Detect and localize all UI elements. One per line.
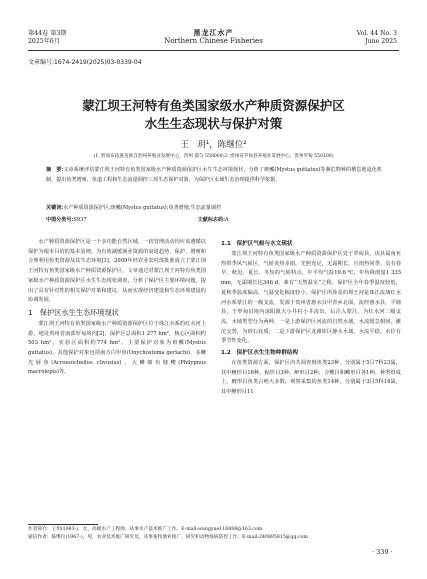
- authors: 王 玥¹，陈继位²: [180, 140, 247, 150]
- section-1-2-paragraph: 在鱼类资源方面，保护区内共调查到鱼类23种，分别属于5目7科23属，其中鲤形目16种，鲇形目3种，鲈形目2种，合鳃目和鳉形目各1种。种类组成上，鲤形目鱼类占绝大多数。观察采集的鱼类14种，分别属于3目5科14属，其中鲤形目11: [221, 360, 401, 396]
- keywords-label: 关键词:: [46, 205, 64, 211]
- clc-code: S937: [73, 217, 87, 223]
- clc-label: 中图分类号:: [46, 217, 74, 223]
- section-1-paragraph: 蒙江坝王河特有鱼类国家级水产种质资源保护区位于珠江水系的红水河上游，地处贵州省南部罗甸境内[2]，保护区总面积1 277 hm²，核心区面积约503 hm²，实验区面积约774 hm²。主要保护对象为斑鳠(Mystus guttatus)，其他保护对象包括南方白甲鱼(Onychostoma gerlachi)、多鳞光唇鱼(Acrossocheilus clivosius)、大鳞细齿塘鳢(Philypnus macrolepis)等。: [28, 320, 206, 376]
- paper-title: [0, 97, 427, 133]
- abstract: [46, 166, 382, 185]
- article-number: 文章编号:1674-2419(2025)03-0339-04: [28, 59, 142, 66]
- section-1-1-heading: 1.1 保护区气候与水文现状: [221, 241, 293, 247]
- left-column: [28, 238, 206, 378]
- footnotes: [28, 526, 403, 542]
- keywords-text: 水产种质资源保护区;斑鳠(Mystus guttatus);鱼类增殖;生态流量调控: [63, 205, 222, 211]
- section-1-heading: 1 保护区水生生态环境现状: [28, 307, 119, 317]
- abstract-label: 摘 要:: [46, 167, 64, 173]
- section-1-2-heading: 1.2 保护区水生生物种群结构: [221, 350, 299, 357]
- footnote-divider: [28, 524, 98, 525]
- issue-info-en: [357, 30, 397, 46]
- date-en: June 2025: [365, 38, 397, 45]
- date-cn: 2025年6月: [28, 38, 61, 45]
- corresponding-author-footnote: 通信作者：陈继位(1967-)，男，农业技术推广研究员，从事畜牧渔业推广、研究和动物疫病防控工作。E-mail:240895815@qq.com: [28, 535, 308, 540]
- affiliation: (1. 黔南布依族苗族自治州养殖业发展中心，贵州 都匀 558000;2. 贵州省罗甸县养殖业发展中心，贵州罗甸 550100): [93, 154, 334, 159]
- intro-paragraph: 水产种质资源保护区是一个多功能自然区域，一切管理活动均应该遵循以保护为根本目的的基本原则。为有效减缓渔业资源的衰退趋势，保护、增殖和合理利用鱼类资源及其生态环境[1]，2009年经农业农村部批准成立了蒙江坝王河特有鱼类国家级水产种质资源保护区。文章通过对蒙江坝王河特有鱼类国家级水产种质资源保护区水生生态现状调查，分析了保护区主要环境问题，提出了具有针对性的相关保护对策和建议，从而实现经济建设和生态环境建设的协调发展。: [28, 239, 206, 304]
- abstract-text: 文章系统评估蒙江坝王河特有鱼类国家级水产种质资源保护区水生生态环境现状，分析了斑鳠(Mystus guttatus)等濒危物种的栖息地退化机制，提出鱼类增殖、鱼道工程和生态流量调控三项生态保护对策，为保护区水域生态治理提供科学依据。: [46, 167, 382, 183]
- journal-name-cn: 黑龙江水产: [193, 28, 234, 37]
- title-line-2: 水生生态现状与保护对策: [144, 116, 283, 131]
- section-1-1-paragraph: 蒙江坝王河特有鱼类国家级水产种质资源保护区处于罗甸县，该县属南亚热带季风气候区，气候炎热多雨，光照充足，无霜期长，且雨热同季。具有春早、秋迟、夏长、冬短的气候特点，年平均气温19.6 ℃，年均降雨量1 335 mm，无霜期长达346 d，素有“天然温室”之称。保护区全年春季温度较低，夏秋季温度偏高，气温变化幅度较小。保护区所涉及的坝王河是珠江流域红水河水系蒙江的一级支流，发源于贵州省惠水县甲青乡北面，流经惠水县、平塘县，于罗甸县境内沫阳镇大小井村小井流出，后注入蒙江，为红水河二级支流。水域类型分为两种，一是上游保护区河流的自然水域，水流缓急相间，滩沱交替，为砂石底质；二是下游保护区龙滩库区静水水域，水流平稳，水位有季节性变化。: [221, 251, 401, 345]
- classification-line: [46, 216, 382, 224]
- volume-en: Vol. 44 No. 3: [356, 30, 397, 37]
- volume-cn: 第44卷 第3期: [28, 30, 67, 37]
- right-column: [221, 238, 401, 398]
- journal-name-en: Northern Chinese Fisheries: [164, 37, 263, 45]
- header-divider: [28, 50, 399, 51]
- doc-code: A: [224, 217, 229, 223]
- doc-code-label: 文献标志码:: [197, 217, 225, 223]
- page-number: · 339 ·: [372, 548, 393, 556]
- title-line-1: 蒙江坝王河特有鱼类国家级水产种质资源保护区: [82, 98, 345, 113]
- keywords: [46, 204, 382, 212]
- author-bio-footnote: 作者简介：王玥(1983-)，女，高级水产工程师，从事水产技术推广工作。E-mail:wangyue116888@163.com: [28, 527, 263, 532]
